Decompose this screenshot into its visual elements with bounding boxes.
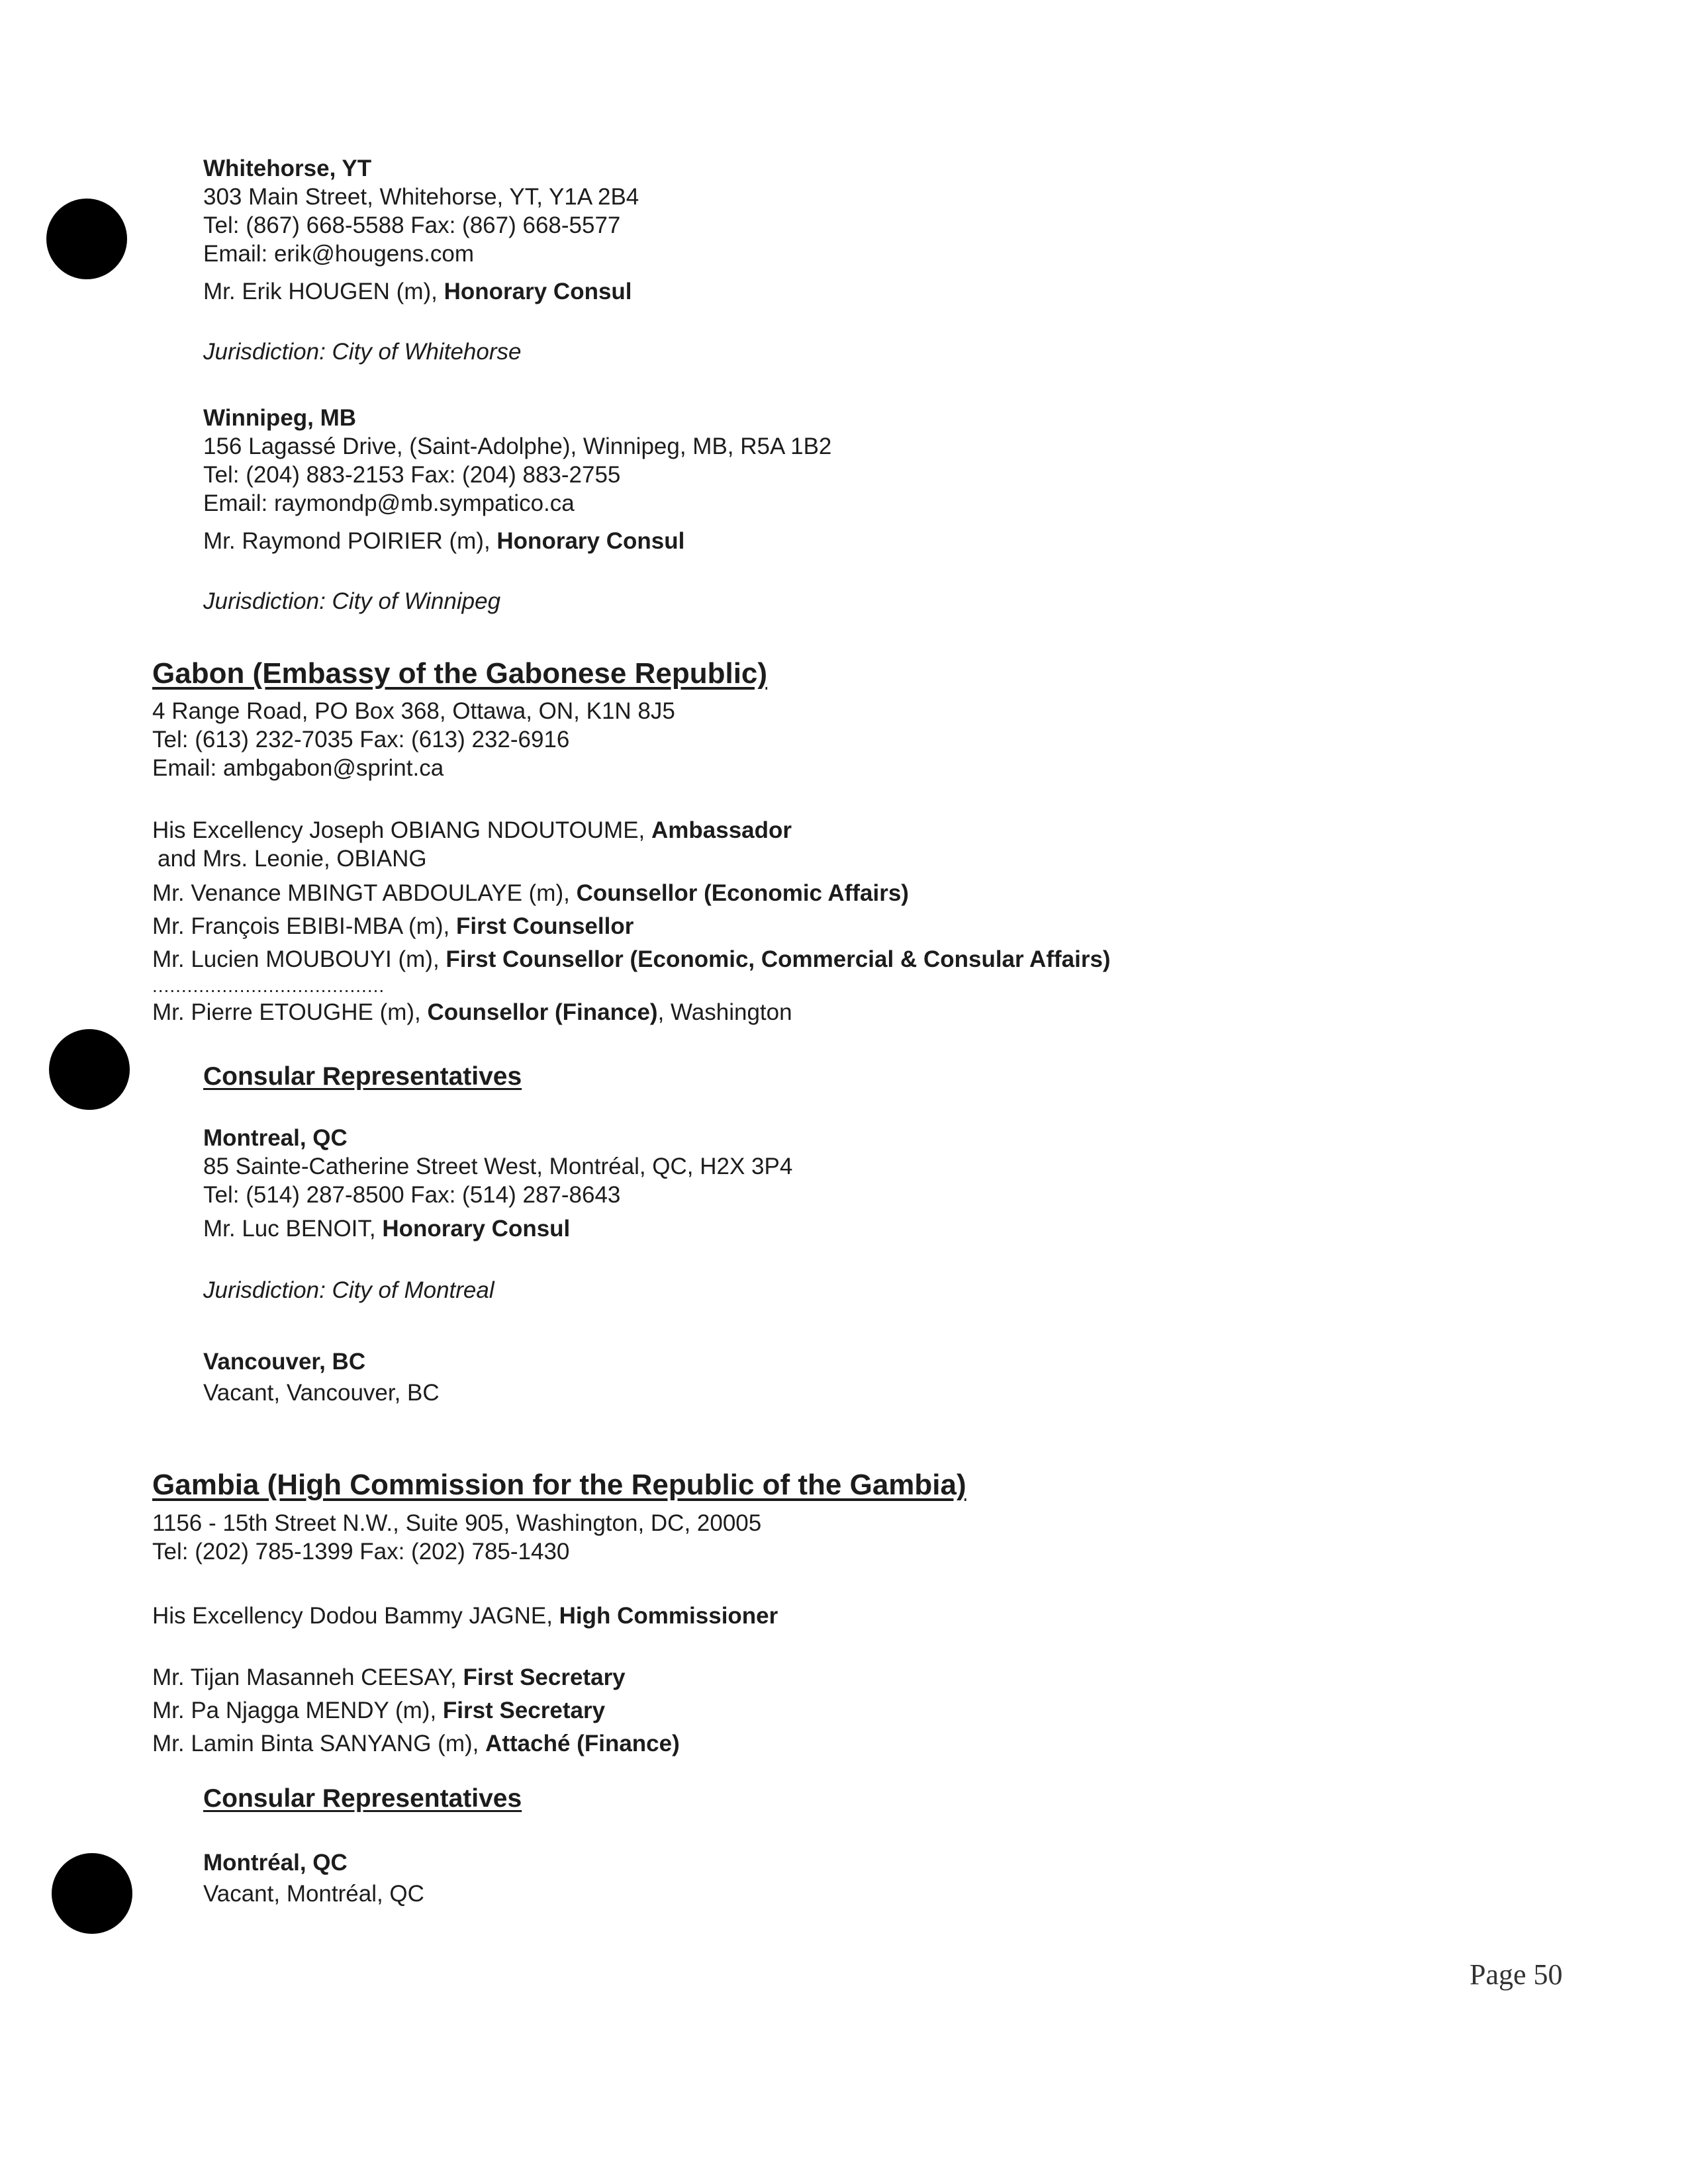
gambia-address: 1156 - 15th Street N.W., Suite 905, Washington, DC, 20005 <box>152 1510 762 1536</box>
gabon-montreal-entry <box>203 1124 792 1304</box>
winnipeg-city: Winnipeg, MB <box>203 405 357 431</box>
whitehorse-address: 303 Main Street, Whitehorse, YT, Y1A 2B4 <box>203 184 639 210</box>
punch-hole-bottom <box>52 1853 132 1934</box>
person-title: Ambassador <box>651 817 792 843</box>
jurisdiction-value: City of Winnipeg <box>332 588 501 614</box>
jurisdiction-label: Jurisdiction: <box>203 588 326 614</box>
gambia-contact <box>152 1509 761 1566</box>
gabon-email: Email: ambgabon@sprint.ca <box>152 755 444 781</box>
gabon-heading: Gabon (Embassy of the Gabonese Republic) <box>152 657 768 690</box>
montreal-tel-fax: Tel: (514) 287-8500 Fax: (514) 287-8643 <box>203 1182 621 1208</box>
person-name: Mr. Pierre ETOUGHE (m), <box>152 999 421 1025</box>
jurisdiction-value: City of Whitehorse <box>332 339 522 365</box>
person-title: Counsellor (Economic Affairs) <box>576 880 909 906</box>
gabon-staff-1 <box>152 877 1111 910</box>
person-title: Honorary Consul <box>496 528 685 554</box>
person-name: Mr. Lucien MOUBOUYI (m), <box>152 946 440 972</box>
person-location: , Washington <box>657 999 792 1025</box>
winnipeg-email: Email: raymondp@mb.sympatico.ca <box>203 490 575 516</box>
gabon-address: 4 Range Road, PO Box 368, Ottawa, ON, K1N 8J5 <box>152 698 675 724</box>
gabon-spouse: and Mrs. Leonie, OBIANG <box>158 846 427 872</box>
gambia-consular-heading: Consular Representatives <box>203 1784 522 1813</box>
whitehorse-entry <box>203 154 639 366</box>
montreal-status: Vacant, Montréal, QC <box>203 1881 424 1907</box>
winnipeg-tel-fax: Tel: (204) 883-2153 Fax: (204) 883-2755 <box>203 462 621 488</box>
montreal-city: Montréal, QC <box>203 1850 348 1876</box>
montreal-address: 85 Sainte-Catherine Street West, Montréal, QC, H2X 3P4 <box>203 1154 793 1179</box>
separator-dots: ........................................ <box>152 976 385 996</box>
gabon-staff <box>152 816 1111 1029</box>
page-number: Page 50 <box>1470 1958 1563 1991</box>
person-title: First Counsellor (Economic, Commercial & Consular Affairs) <box>445 946 1111 972</box>
gabon-contact <box>152 697 675 782</box>
whitehorse-email: Email: erik@hougens.com <box>203 241 475 267</box>
winnipeg-address: 156 Lagassé Drive, (Saint-Adolphe), Winnipeg, MB, R5A 1B2 <box>203 433 832 459</box>
whitehorse-consul <box>203 277 639 306</box>
jurisdiction-label: Jurisdiction: <box>203 339 326 365</box>
person-name: Mr. Pa Njagga MENDY (m), <box>152 1698 437 1723</box>
person-title: Attaché (Finance) <box>485 1731 680 1756</box>
person-name: Mr. Lamin Binta SANYANG (m), <box>152 1731 479 1756</box>
winnipeg-jurisdiction <box>203 587 831 615</box>
gabon-staff-3 <box>152 943 1111 976</box>
person-name: Mr. Tijan Masanneh CEESAY, <box>152 1664 457 1690</box>
gabon-ambassador <box>152 816 1111 844</box>
winnipeg-entry <box>203 404 831 615</box>
whitehorse-city: Whitehorse, YT <box>203 156 372 181</box>
person-title: Counsellor (Finance) <box>427 999 658 1025</box>
gabon-nonresident <box>152 996 1111 1029</box>
jurisdiction-value: City of Montreal <box>332 1277 494 1303</box>
person-name: Mr. François EBIBI-MBA (m), <box>152 913 450 939</box>
gambia-staff <box>152 1661 680 1760</box>
gambia-staff-1 <box>152 1661 680 1694</box>
whitehorse-tel-fax: Tel: (867) 668-5588 Fax: (867) 668-5577 <box>203 212 621 238</box>
gambia-staff-3 <box>152 1727 680 1760</box>
person-name: His Excellency Dodou Bammy JAGNE, <box>152 1603 553 1629</box>
person-title: Honorary Consul <box>444 279 632 304</box>
gabon-tel-fax: Tel: (613) 232-7035 Fax: (613) 232-6916 <box>152 727 570 752</box>
gabon-consular-heading: Consular Representatives <box>203 1062 522 1091</box>
person-name: Mr. Raymond POIRIER (m), <box>203 528 491 554</box>
gambia-high-commissioner <box>152 1602 778 1630</box>
person-name: Mr. Luc BENOIT, <box>203 1216 376 1242</box>
person-name: Mr. Venance MBINGT ABDOULAYE (m), <box>152 880 570 906</box>
gambia-montreal-entry <box>203 1846 424 1908</box>
whitehorse-jurisdiction <box>203 338 639 366</box>
person-title: Honorary Consul <box>382 1216 571 1242</box>
person-name: His Excellency Joseph OBIANG NDOUTOUME, <box>152 817 645 843</box>
gabon-staff-2 <box>152 910 1111 943</box>
person-name: Mr. Erik HOUGEN (m), <box>203 279 438 304</box>
gambia-staff-2 <box>152 1694 680 1727</box>
high-commissioner-line <box>152 1602 778 1630</box>
person-title: First Secretary <box>442 1698 606 1723</box>
vancouver-city: Vancouver, BC <box>203 1349 366 1375</box>
gambia-tel-fax: Tel: (202) 785-1399 Fax: (202) 785-1430 <box>152 1539 570 1565</box>
person-title: High Commissioner <box>559 1603 778 1629</box>
gambia-heading: Gambia (High Commission for the Republic of the Gambia) <box>152 1469 966 1501</box>
punch-hole-middle <box>49 1029 130 1110</box>
montreal-city: Montreal, QC <box>203 1125 348 1151</box>
vancouver-status: Vacant, Vancouver, BC <box>203 1380 440 1406</box>
gabon-vancouver-entry <box>203 1345 440 1407</box>
montreal-jurisdiction <box>203 1276 792 1304</box>
person-title: First Counsellor <box>455 913 634 939</box>
punch-hole-top <box>46 199 127 279</box>
montreal-consul <box>203 1214 792 1243</box>
person-title: First Secretary <box>463 1664 626 1690</box>
jurisdiction-label: Jurisdiction: <box>203 1277 326 1303</box>
winnipeg-consul <box>203 527 831 555</box>
